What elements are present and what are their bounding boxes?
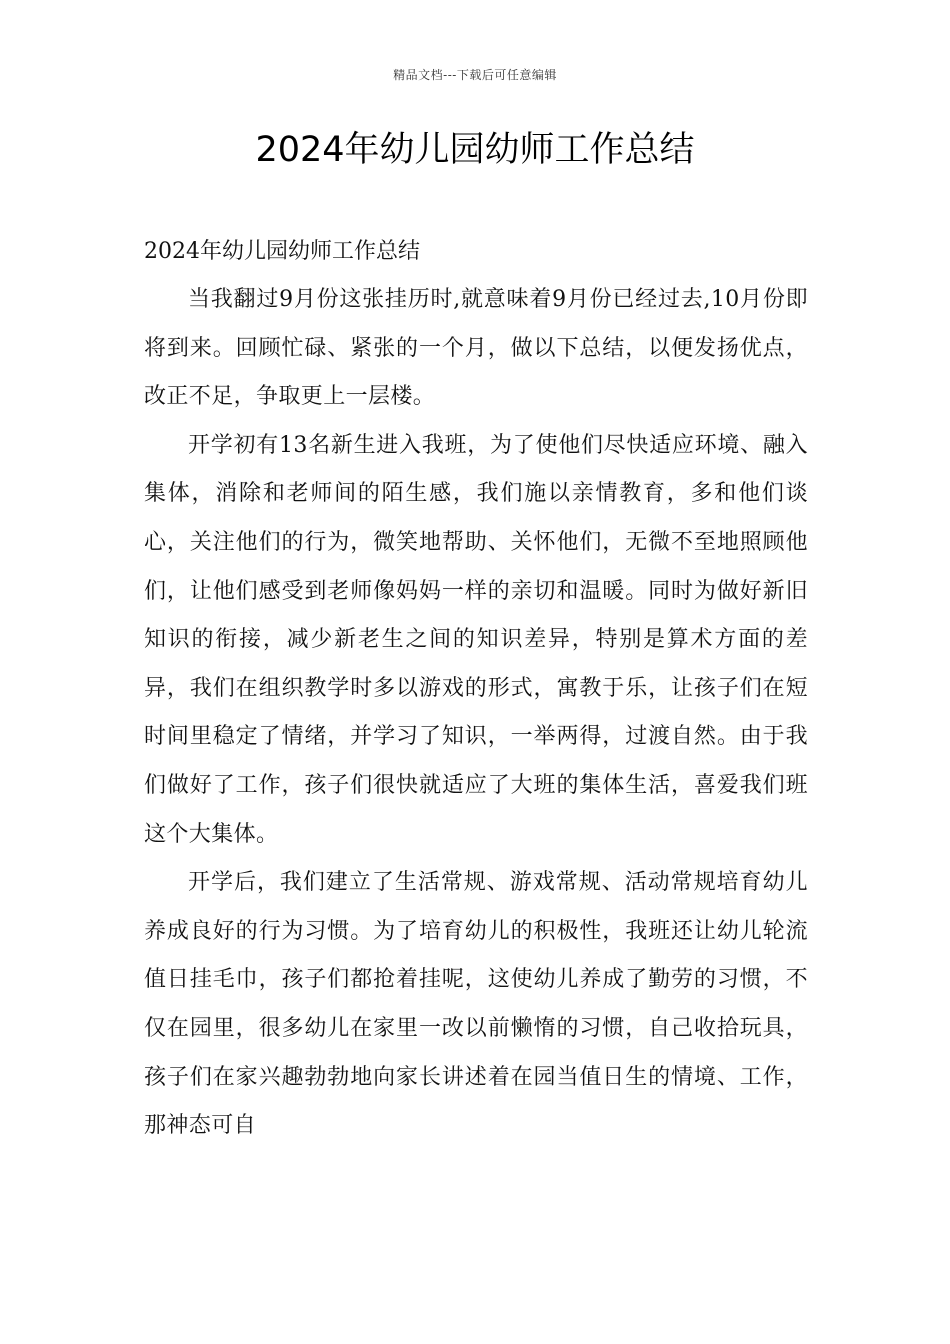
paragraph: 开学后，我们建立了生活常规、游戏常规、活动常规培育幼儿养成良好的行为习惯。为了培育幼儿的积极性，我班还让幼儿轮流值日挂毛巾，孩子们都抢着挂呢，这使幼儿养成了勤劳的习惯，不仅在园里，很多幼儿在家里一改以前懒惰的习惯，自己收拾玩具，孩子们在家兴趣勃勃地向家长讲述着在园当值日生的情境、工作，那神态可自 <box>144 870 808 1139</box>
paragraph: 开学初有13名新生进入我班，为了使他们尽快适应环境、融入集体，消除和老师间的陌生感，我们施以亲情教育，多和他们谈心，关注他们的行为，微笑地帮助、关怀他们，无微不至地照顾他们，让他们感受到老师像妈妈一样的亲切和温暖。同时为做好新旧知识的衔接，减少新老生之间的知识差异，特别是算术方面的差异，我们在组织教学时多以游戏的形式，寓教于乐，让孩子们在短时间里稳定了情绪，并学习了知识，一举两得，过渡自然。由于我们做好了工作，孩子们很快就适应了大班的集体生活，喜爱我们班这个大集体。 <box>144 432 808 847</box>
document-subtitle: 2024年幼儿园幼师工作总结 <box>144 239 420 264</box>
header-note: 精品文档---下载后可任意编辑 <box>393 68 557 82</box>
page-title: 2024年幼儿园幼师工作总结 <box>255 130 695 170</box>
document-body <box>144 228 808 1151</box>
paragraph: 当我翻过9月份这张挂历时,就意味着9月份已经过去,10月份即将到来。回顾忙碌、紧张的一个月，做以下总结，以便发扬优点，改正不足，争取更上一层楼。 <box>144 287 808 410</box>
